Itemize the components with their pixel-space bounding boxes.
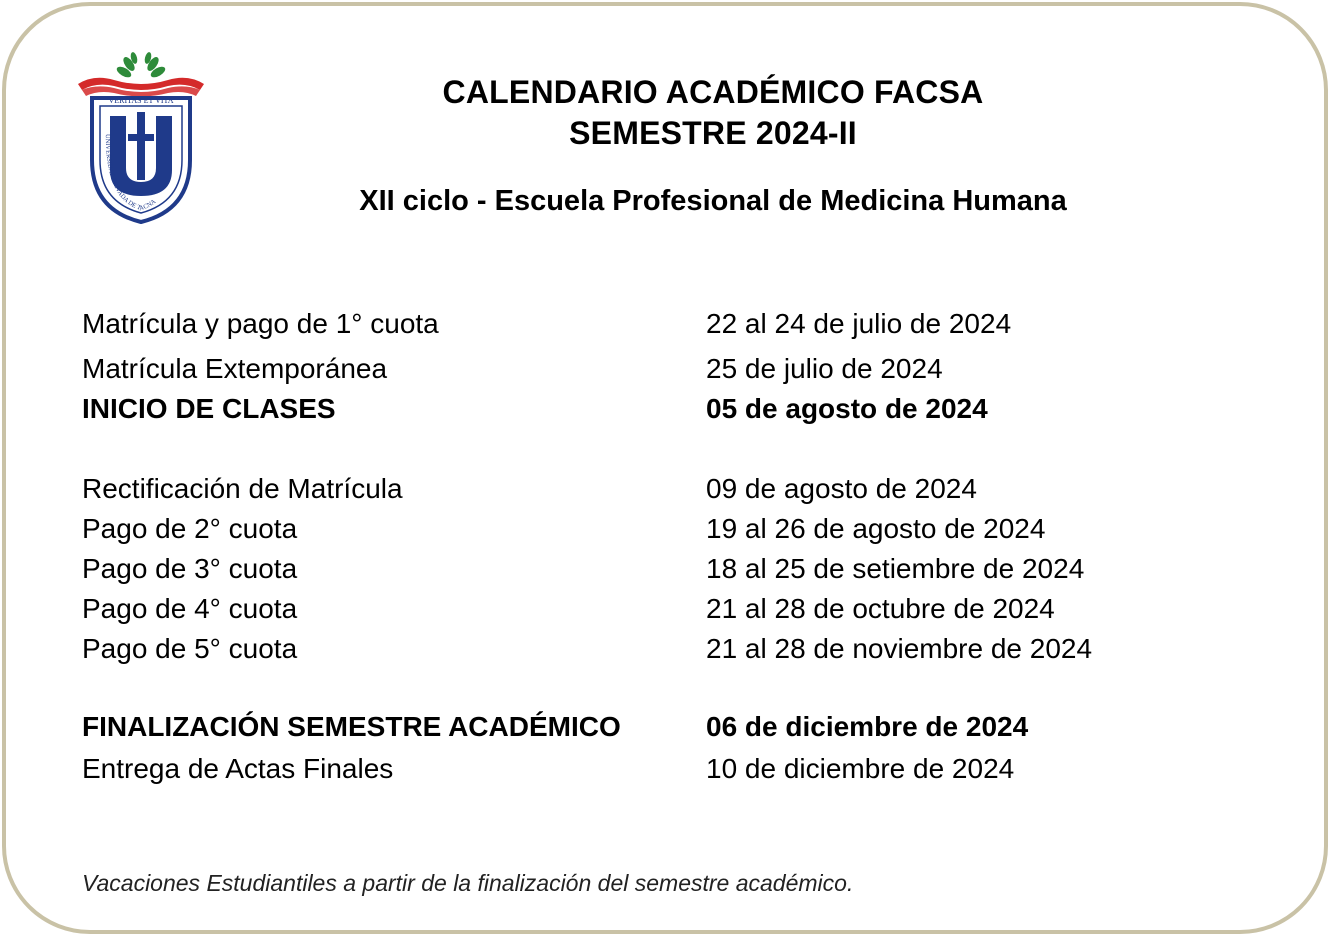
event-label: Matrícula y pago de 1° cuota bbox=[82, 308, 439, 339]
event-date: 18 al 25 de setiembre de 2024 bbox=[706, 553, 1085, 584]
event-label: Pago de 5° cuota bbox=[82, 633, 298, 664]
schedule-row-rectificacion bbox=[82, 473, 1242, 509]
crest-ring-text: UNIVERSIDAD PRIVADA DE TACNA bbox=[103, 133, 158, 213]
vacation-note: Vacaciones Estudiantiles a partir de la finalización del semestre académico. bbox=[82, 870, 854, 896]
laurel-wreath-icon bbox=[115, 51, 167, 79]
event-date: 25 de julio de 2024 bbox=[706, 353, 943, 384]
schedule-row-finalizacion bbox=[82, 711, 1242, 747]
event-label: INICIO DE CLASES bbox=[82, 393, 336, 424]
event-label: Pago de 4° cuota bbox=[82, 593, 298, 624]
schedule-row-pago-4 bbox=[82, 593, 1242, 629]
event-date: 10 de diciembre de 2024 bbox=[706, 753, 1015, 784]
crest-motto: "VERITAS ET VITA" bbox=[105, 96, 177, 105]
event-label: Matrícula Extemporánea bbox=[82, 353, 388, 384]
event-label: Entrega de Actas Finales bbox=[82, 753, 394, 784]
event-date: 19 al 26 de agosto de 2024 bbox=[706, 513, 1046, 544]
event-label: Rectificación de Matrícula bbox=[82, 473, 403, 504]
event-label: Pago de 2° cuota bbox=[82, 513, 298, 544]
semester-title: SEMESTRE 2024-II bbox=[569, 115, 857, 151]
event-date: 06 de diciembre de 2024 bbox=[706, 711, 1029, 742]
event-label: FINALIZACIÓN SEMESTRE ACADÉMICO bbox=[82, 711, 621, 742]
schedule-row-pago-3 bbox=[82, 553, 1242, 589]
event-date: 05 de agosto de 2024 bbox=[706, 393, 988, 424]
schedule-row-inicio-clases bbox=[82, 393, 1242, 429]
schedule-row-pago-5 bbox=[82, 633, 1242, 669]
schedule-row-matricula bbox=[82, 308, 1242, 344]
schedule-row-entrega-actas bbox=[82, 753, 1242, 789]
university-crest-logo bbox=[74, 50, 208, 226]
schedule-row-matricula-extemporanea bbox=[82, 353, 1242, 389]
cycle-subtitle: XII ciclo - Escuela Profesional de Medicina Humana bbox=[359, 185, 1067, 217]
event-date: 09 de agosto de 2024 bbox=[706, 473, 977, 504]
event-date: 21 al 28 de noviembre de 2024 bbox=[706, 633, 1093, 664]
event-date: 21 al 28 de octubre de 2024 bbox=[706, 593, 1055, 624]
event-label: Pago de 3° cuota bbox=[82, 553, 298, 584]
calendar-title: CALENDARIO ACADÉMICO FACSA bbox=[442, 74, 984, 110]
event-date: 22 al 24 de julio de 2024 bbox=[706, 308, 1012, 339]
schedule-row-pago-2 bbox=[82, 513, 1242, 549]
